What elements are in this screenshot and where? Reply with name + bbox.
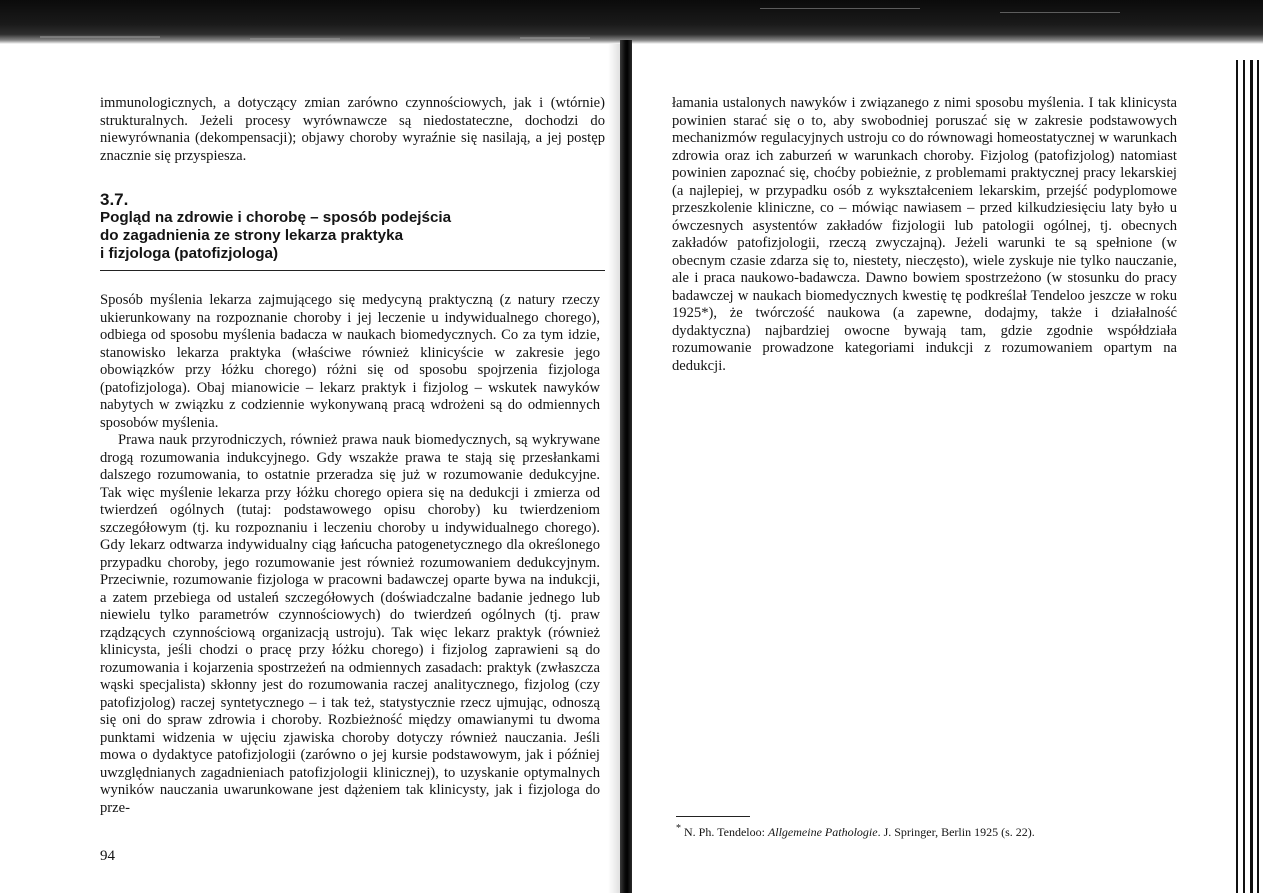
body-paragraph: Sposób myślenia lekarza zajmującego się medycyną praktyczną (z natury rzeczy ukierunkowany na rozpoznanie choroby i jej leczenie u indywidualnego chorego), odbiega od sposobu myślenia badacza w naukach biomedycznych. Co za tym idzie, stanowisko lekarza praktyka (właściwe również klinicyście w zakresie jego obowiązków przy łóżku chorego) różni się od sposobu spojrzenia fizjologa (patofizjologa). Obaj mianowicie – lekarz praktyk i fizjolog – wskutek nawyków nabytych w związku z codziennie wykonywaną pracą wdrożeni są do odmiennych sposobów myślenia. (100, 292, 600, 431)
footnote-divider (676, 816, 750, 817)
body-paragraph: łamania ustalonych nawyków i związanego z nimi sposobu myślenia. I tak klinicysta powinien starać się o to, aby swobodniej poruszać się w zakresie podstawowych mechanizmów regulacyjnych ustroju co do równowagi homeostatycznej w warunkach zdrowia oraz ich zaburzeń w warunkach choroby. Fizjolog (patofizjolog) natomiast powinien zapoznać się, choćby pobieżnie, z problemami praktycznej pracy lekarskiej (a najlepiej, w przypadku osób z wykształceniem lekarskim, przejść podyplomowe przeszkolenie kliniczne, co – mówiąc nawiasem – przed kilkudziesięciu laty było u ówczesnych asystentów zakładów fizjologii lub patologii ogólnej, tj. obecnych zakładów patofizjologii, rzeczą zwyczajną). Jeżeli warunki te są spełnione (w obecnym czasie zdarza się to, niestety, nieczęsto), wiele zyskuje nie tylko nauczanie, ale i praca naukowo-badawcza. Dawno bowiem spostrzeżono (w stosunku do pracy badawczej w naukach biomedycznych kwestię tę podkreślał Tendeloo jeszcze w roku 1925*), że twórczość naukowa (a zapewne, dodajmy, także i działalność dydaktyczna) najbardziej owocne bywają tam, gdzie zgodnie współdziała rozumowanie prowadzone kategoriami indukcji z rozumowaniem opartym na dedukcji. (672, 95, 1177, 374)
book-spine (620, 40, 632, 893)
left-page (100, 95, 605, 165)
page-edge-line (1257, 60, 1259, 893)
page-edge-line (1243, 60, 1245, 893)
page-edge-line (1250, 60, 1253, 893)
section-number: 3.7. (100, 190, 129, 209)
footnote-publication: . J. Springer, Berlin 1925 (s. 22). (877, 825, 1035, 839)
page-edge-line (1236, 60, 1238, 893)
section-title (100, 209, 605, 262)
section-title-line: Pogląd na zdrowie i chorobę – sposób podejścia (100, 209, 452, 226)
footnote (676, 823, 1035, 840)
right-page (672, 95, 1177, 375)
continuation-paragraph: immunologicznych, a dotyczący zmian zarówno czynnościowych, jak i (wtórnie) strukturalnych. Jeżeli procesy wyrównawcze są niedostateczne, dochodzi do niewyrównania (dekompensacji); objawy choroby wyraźnie się nasilają, a jej postęp znacznie się przyspiesza. (100, 95, 605, 164)
scan-top-edge (0, 0, 1263, 44)
spine-shadow (608, 44, 620, 893)
footnote-book-title: Allgemeine Pathologie (767, 825, 878, 839)
footnote-marker: * (676, 823, 681, 834)
section-title-line: i fizjologa (patofizjologa) (100, 244, 279, 262)
section-title-line: do zagadnienia ze strony lekarza praktyka (100, 226, 404, 244)
section-divider (100, 270, 605, 271)
left-body-text (100, 292, 600, 817)
page-number: 94 (100, 848, 115, 864)
body-paragraph: Prawa nauk przyrodniczych, również prawa nauk biomedycznych, są wykrywane drogą rozumowania indukcyjnego. Gdy wszakże prawa te stają się przesłankami dalszego rozumowania, to ostatnie przeradza się już w rozumowanie dedukcyjne. Tak więc myślenie lekarza przy łóżku chorego opiera się na dedukcji i zmierza od twierdzeń ogólnych (tutaj: podstawowego opisu choroby) ku twierdzeniom szczegółowym (tj. ku rozpoznaniu i leczeniu choroby u indywidualnego chorego). Gdy lekarz odtwarza indywidualny ciąg łańcucha patogenetycznego dla określonego przypadku choroby, jego rozumowanie jest również rozumowaniem dedukcyjnym. Przeciwnie, rozumowanie fizjologa w pracowni badawczej oparte bywa na indukcji, a zatem przebiega od ustaleń szczegółowych (doświadczalne badanie jednego lub niewielu tylko parametrów czynnościowych) do twierdzeń ogólnych (tj. praw rządzących czynnościową organizacją ustroju). Tak więc lekarz praktyk (również klinicysta, jeśli chodzi o pracę przy łóżku chorego) i fizjolog zaprawieni są do rozumowania i kojarzenia spostrzeżeń na odmiennych zasadach: praktyk (zwłaszcza wąski specjalista) skłonny jest do rozumowania raczej analitycznego, fizjolog (czy patofizjolog) raczej syntetycznego – i tak też, statystycznie rzecz ujmując, odnoszą się oni do spraw zdrowia i choroby. Rozbieżność między omawianymi tu dwoma punktami widzenia w ujęciu zjawiska choroby dotyczy również nauczania. Jeśli mowa o dydaktyce patofizjologii (zarówno o jej kursie podstawowym, jak i później uwzględnianych zagadnieniach patofizjologii klinicznej), to uzyskanie optymalnych wyników nauczania uwarunkowane jest dążeniem tak klinicysty, jak i fizjologa do prze- (100, 432, 600, 816)
footnote-author: N. Ph. Tendeloo: (684, 825, 768, 839)
